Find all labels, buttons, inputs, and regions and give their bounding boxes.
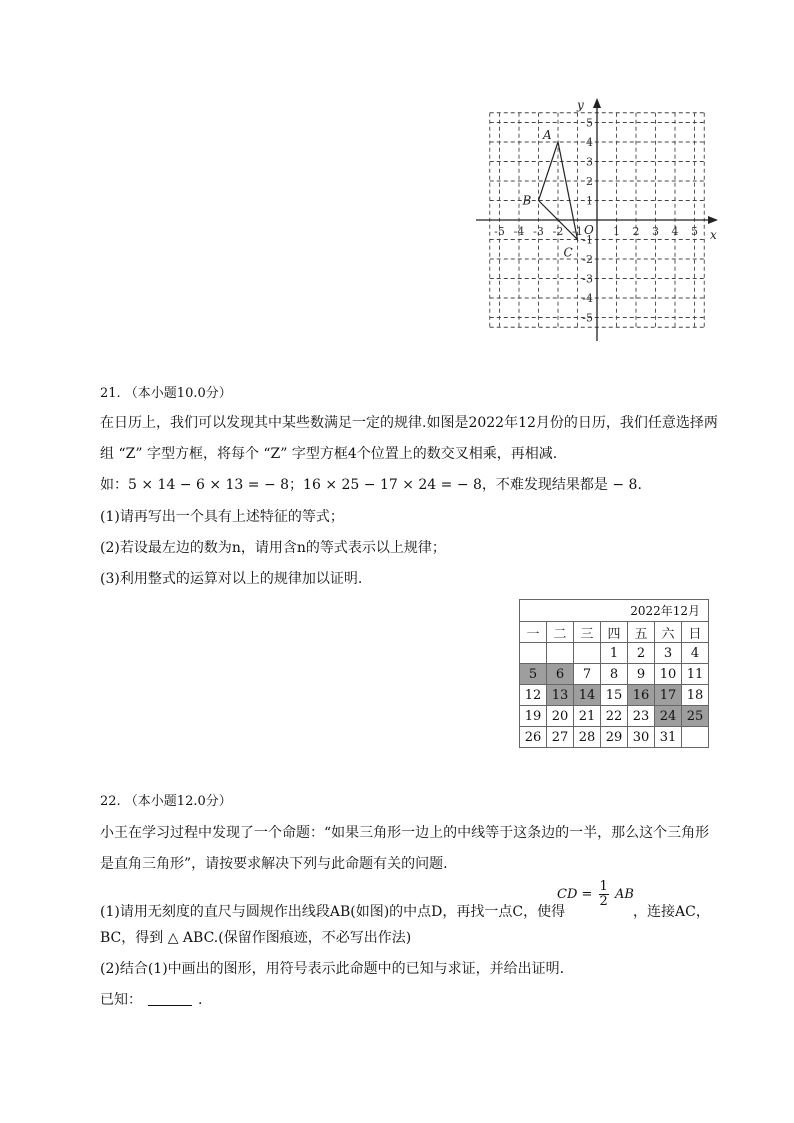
q21-item3: (3)利用整式的运算对以上的规律加以证明. bbox=[100, 571, 363, 587]
calendar-day-cell: 7 bbox=[574, 664, 601, 685]
calendar-day-cell: 24 bbox=[655, 706, 682, 727]
q22-line2: 是直角三角形”，请按要求解决下列与此命题有关的问题. bbox=[100, 856, 448, 872]
vertex-label-b: B bbox=[522, 193, 532, 208]
calendar-table bbox=[519, 599, 709, 748]
calendar-weekday: 二 bbox=[547, 622, 574, 643]
calendar-day-cell: 11 bbox=[682, 664, 709, 685]
calendar-day-cell: 5 bbox=[520, 664, 547, 685]
calendar-day-cell bbox=[520, 643, 547, 664]
q22-line1: 小王在学习过程中发现了一个命题：“如果三角形一边上的中线等于这条边的一半，那么这个三角形 bbox=[100, 825, 710, 841]
calendar-day-cell: 9 bbox=[628, 664, 655, 685]
calendar-weekday: 一 bbox=[520, 622, 547, 643]
calendar-weekday: 四 bbox=[601, 622, 628, 643]
y-tick-label: -3 bbox=[582, 272, 593, 286]
q22-header: 22. （本小题12.0分） bbox=[100, 794, 232, 809]
x-tick-label: -1 bbox=[572, 225, 583, 238]
q22-item1-tail: ，连接AC， bbox=[633, 904, 710, 920]
y-tick-label: 5 bbox=[586, 116, 593, 130]
calendar-day-cell: 13 bbox=[547, 685, 574, 706]
fraction-lhs: CD = bbox=[557, 887, 593, 902]
calendar-week-row bbox=[520, 664, 709, 685]
calendar-week-row bbox=[520, 727, 709, 748]
x-tick-label: -4 bbox=[513, 225, 525, 238]
q21-line3: 如：5 × 14 − 6 × 13 = − 8；16 × 25 − 17 × 24 = − 8，不难发现结果都是 − 8. bbox=[100, 477, 642, 493]
calendar-weekday: 日 bbox=[682, 622, 709, 643]
calendar-day-cell: 17 bbox=[655, 685, 682, 706]
fraction-denominator: 2 bbox=[599, 894, 608, 909]
calendar-day-cell: 16 bbox=[628, 685, 655, 706]
calendar-day-cell: 1 bbox=[601, 643, 628, 664]
q21-line2: 组 “Z” 字型方框，将每个 “Z” 字型方框4个位置上的数交叉相乘，再相减. bbox=[100, 446, 558, 462]
x-tick-label: -2 bbox=[552, 225, 564, 238]
calendar-week-row bbox=[520, 643, 709, 664]
x-tick-label: -3 bbox=[533, 225, 544, 238]
calendar-day-cell: 8 bbox=[601, 664, 628, 685]
calendar-day-cell: 25 bbox=[682, 706, 709, 727]
x-axis-arrow bbox=[708, 216, 718, 224]
x-axis-label: x bbox=[710, 228, 717, 242]
calendar-day-cell bbox=[682, 727, 709, 748]
fraction-numerator: 1 bbox=[599, 879, 608, 894]
q21-header: 21. （本小题10.0分） bbox=[100, 386, 232, 401]
calendar-day-cell: 2 bbox=[628, 643, 655, 664]
y-axis-arrow bbox=[593, 98, 601, 108]
y-tick-label: 1 bbox=[586, 194, 593, 208]
fraction-half bbox=[599, 880, 609, 909]
calendar-weekday-row bbox=[520, 622, 709, 643]
origin-label: O bbox=[584, 223, 594, 237]
y-tick-label: -1 bbox=[582, 233, 593, 247]
calendar-day-cell: 3 bbox=[655, 643, 682, 664]
x-tick-label: 1 bbox=[613, 225, 620, 238]
vertex-label-a: A bbox=[543, 128, 552, 142]
q22-item1-line2: BC，得到 △ ABC.(保留作图痕迹，不必写出作法) bbox=[100, 930, 412, 946]
q21-line1: 在日历上，我们可以发现其中某些数满足一定的规律.如图是2022年12月份的日历，我们任意选择两 bbox=[100, 415, 718, 431]
calendar-day-cell: 19 bbox=[520, 706, 547, 727]
fraction-rhs: AB bbox=[614, 887, 634, 902]
x-tick-label: 5 bbox=[691, 225, 698, 238]
calendar-day-cell: 21 bbox=[574, 706, 601, 727]
calendar-weekday: 五 bbox=[628, 622, 655, 643]
answer-blank[interactable] bbox=[148, 991, 192, 1006]
q22-known-line bbox=[100, 990, 202, 1010]
x-tick-label: 3 bbox=[652, 225, 659, 238]
calendar-day-cell: 12 bbox=[520, 685, 547, 706]
q21-item2: (2)若设最左边的数为n，请用含n的等式表示以上规律； bbox=[100, 540, 446, 556]
calendar-weekday: 三 bbox=[574, 622, 601, 643]
calendar-title: 2022年12月 bbox=[520, 600, 709, 622]
q22-item2: (2)结合(1)中画出的图形，用符号表示此命题中的已知与求证，并给出证明. bbox=[100, 961, 565, 977]
calendar-day-cell: 6 bbox=[547, 664, 574, 685]
fraction-expression bbox=[557, 880, 634, 909]
calendar-day-cell: 31 bbox=[655, 727, 682, 748]
known-end: . bbox=[198, 992, 203, 1008]
y-tick-label: 3 bbox=[586, 155, 593, 169]
calendar-day-cell: 20 bbox=[547, 706, 574, 727]
calendar-day-cell: 26 bbox=[520, 727, 547, 748]
calendar-weekday: 六 bbox=[655, 622, 682, 643]
calendar-day-cell: 28 bbox=[574, 727, 601, 748]
vertex-label-c: C bbox=[563, 245, 573, 260]
known-label: 已知： bbox=[100, 992, 142, 1008]
calendar-week-row bbox=[520, 706, 709, 727]
q21-item1: (1)请再写出一个具有上述特征的等式； bbox=[100, 509, 344, 525]
calendar-day-cell: 29 bbox=[601, 727, 628, 748]
calendar-day-cell: 30 bbox=[628, 727, 655, 748]
calendar-day-cell: 18 bbox=[682, 685, 709, 706]
coordinate-figure bbox=[474, 94, 724, 344]
y-tick-label: -2 bbox=[582, 253, 593, 266]
x-tick-label: 2 bbox=[632, 225, 640, 238]
calendar-day-cell bbox=[547, 643, 574, 664]
calendar-day-cell: 23 bbox=[628, 706, 655, 727]
y-tick-label: -4 bbox=[582, 292, 593, 305]
y-tick-label: -5 bbox=[582, 311, 593, 325]
calendar-day-cell: 14 bbox=[574, 685, 601, 706]
calendar-day-cell bbox=[574, 643, 601, 664]
calendar-day-cell: 10 bbox=[655, 664, 682, 685]
y-tick-label: 2 bbox=[586, 175, 593, 188]
x-tick-label: 4 bbox=[671, 225, 679, 238]
y-tick-label: 4 bbox=[586, 136, 593, 149]
calendar-week-row bbox=[520, 685, 709, 706]
calendar-body bbox=[520, 643, 709, 748]
calendar-day-cell: 4 bbox=[682, 643, 709, 664]
calendar-day-cell: 27 bbox=[547, 727, 574, 748]
q22-item1: (1)请用无刻度的直尺与圆规作出线段AB(如图)的中点D，再找一点C，使得 bbox=[100, 904, 566, 920]
y-axis-label: y bbox=[577, 98, 584, 112]
calendar-day-cell: 15 bbox=[601, 685, 628, 706]
x-tick-label: -5 bbox=[494, 225, 505, 238]
calendar-day-cell: 22 bbox=[601, 706, 628, 727]
